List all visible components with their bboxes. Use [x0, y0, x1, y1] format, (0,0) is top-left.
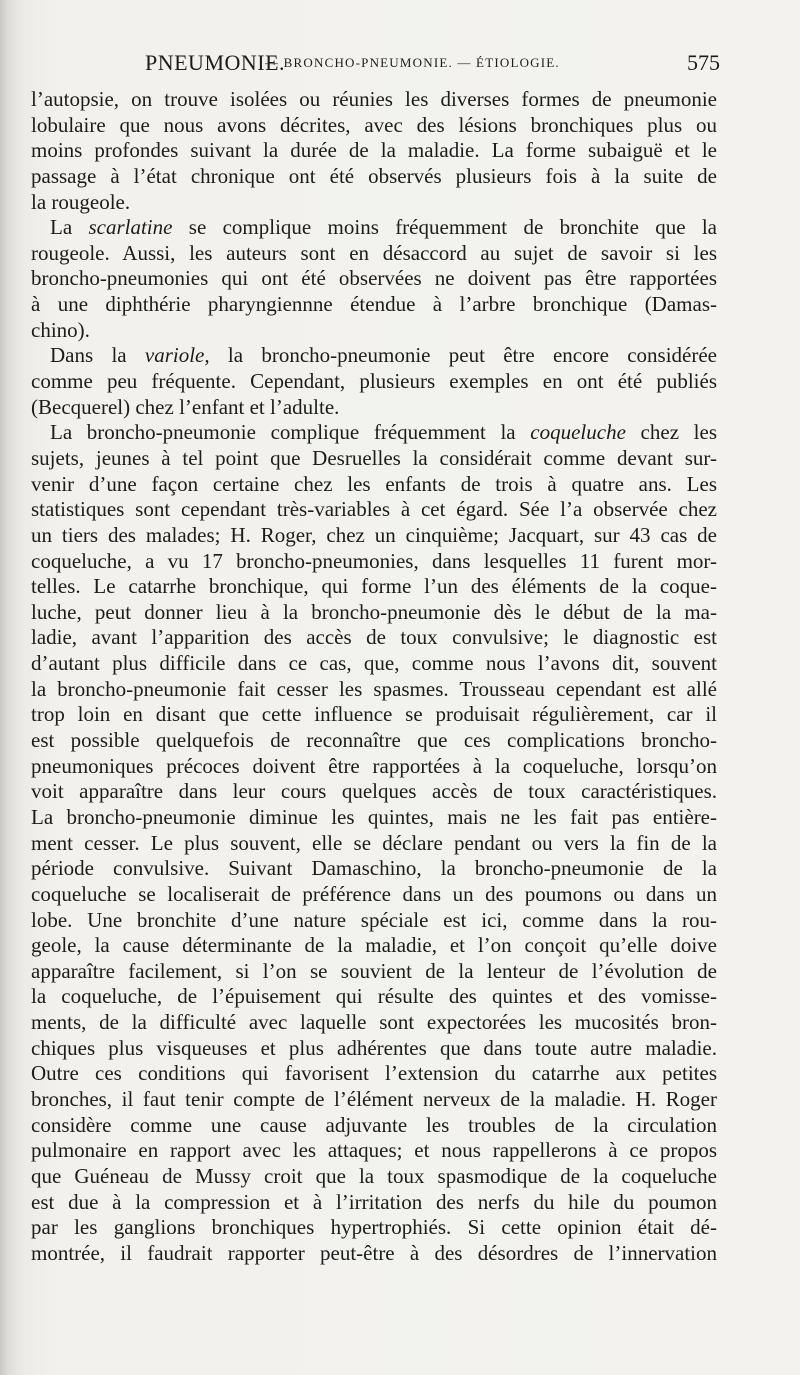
text-line	[31, 984, 717, 1010]
text-line	[31, 882, 717, 908]
text-line	[31, 702, 717, 728]
text-line	[31, 1087, 717, 1113]
text-line	[31, 318, 717, 344]
line-text: la broncho-pneumonie fait cesser les spasmes. Trousseau cependant est allé	[31, 676, 717, 701]
header-title: PNEUMONIE.	[145, 50, 286, 75]
text-line	[31, 523, 717, 549]
line-text: telles. Le catarrhe bronchique, qui forme l’un des éléments de la coque-	[31, 574, 717, 599]
text-line	[31, 1241, 717, 1267]
text-line	[31, 805, 717, 831]
text-line	[31, 1190, 717, 1216]
body-text	[31, 87, 717, 1266]
text-line	[31, 651, 717, 677]
line-text: lobe. Une bronchite d’une nature spéciale est ici, comme dans la rou-	[31, 907, 717, 932]
line-text: considère comme une cause adjuvante les troubles de la circulation	[31, 1112, 717, 1137]
text-line	[31, 266, 717, 292]
text-line	[31, 1061, 717, 1087]
italic-term: coqueluche	[530, 420, 626, 445]
line-text-before: La	[50, 215, 89, 240]
page-number: 575	[687, 50, 720, 75]
text-line	[31, 908, 717, 934]
line-text: trop loin en disant que cette influence se produisait régulièrement, car il	[31, 702, 717, 727]
line-text-before: Dans la	[50, 343, 145, 368]
text-line	[31, 1215, 717, 1241]
text-line	[31, 600, 717, 626]
line-text: coqueluche, a vu 17 broncho-pneumonies, dans lesquelles 11 furent mor-	[31, 548, 717, 573]
line-text: d’autant plus difficile dans ce cas, que, comme nous l’avons dit, souvent	[31, 651, 717, 676]
line-text: ladie, avant l’apparition des accès de toux convulsive; le diagnostic est	[31, 625, 717, 650]
text-line	[31, 420, 717, 446]
text-line	[31, 215, 717, 241]
line-text: l’autopsie, on trouve isolées ou réunies les diverses formes de pneumonie	[31, 87, 717, 111]
text-line	[31, 779, 717, 805]
text-line	[31, 856, 717, 882]
line-text-before: La broncho-pneumonie complique fréquemment la	[50, 420, 531, 445]
text-line	[31, 1036, 717, 1062]
text-line	[31, 574, 717, 600]
text-line	[31, 343, 717, 369]
line-text: est due à la compression et à l’irritation des nerfs du hile du poumon	[31, 1189, 717, 1214]
text-line	[31, 472, 717, 498]
line-text: (Becquerel) chez l’enfant et l’adulte.	[31, 394, 340, 419]
text-line	[31, 446, 717, 472]
text-line	[31, 728, 717, 754]
text-line	[31, 292, 717, 318]
line-text: bronches, il faut tenir compte de l’élément nerveux de la maladie. H. Roger	[31, 1086, 717, 1111]
line-text: est possible quelquefois de reconnaître que ces complications broncho-	[31, 728, 717, 753]
text-line	[31, 549, 717, 575]
line-text: broncho-pneumonies qui ont été observées ne doivent pas être rapportées	[31, 266, 717, 291]
text-line	[31, 497, 717, 523]
line-text: passage à l’état chronique ont été observés plusieurs fois à la suite de	[31, 163, 717, 188]
line-text: que Guéneau de Mussy croit que la toux spasmodique de la coqueluche	[31, 1163, 717, 1188]
line-text: pulmonaire en rapport avec les attaques; et nous rappellerons à ce propos	[31, 1138, 717, 1163]
line-text-after: la broncho-pneumonie peut être encore considérée	[209, 343, 717, 368]
line-text: voit apparaître dans leur cours quelques accès de toux caractéristiques.	[31, 779, 717, 804]
line-text: chino).	[31, 317, 90, 342]
line-text: lobulaire que nous avons décrites, avec des lésions bronchiques plus ou	[31, 112, 717, 137]
text-line	[31, 113, 717, 139]
line-text: statistiques sont cependant très-variables à cet égard. Sée l’a observée chez	[31, 497, 717, 522]
line-text: un tiers des malades; H. Roger, chez un cinquième; Jacquart, sur 43 cas de	[31, 522, 717, 547]
running-header	[145, 50, 720, 80]
line-text: ments, de la difficulté avec laquelle sont expectorées les mucosités bron-	[31, 1010, 717, 1035]
text-line	[31, 959, 717, 985]
text-line	[31, 1138, 717, 1164]
line-text: période convulsive. Suivant Damaschino, la broncho-pneumonie de la	[31, 856, 717, 881]
line-text: sujets, jeunes à tel point que Desruelles la considérait comme devant sur-	[31, 445, 717, 470]
text-line	[31, 138, 717, 164]
header-subtitle: — BRONCHO-PNEUMONIE. — ÉTIOLOGIE.	[265, 55, 560, 70]
text-line	[31, 933, 717, 959]
line-text: venir d’une façon certaine chez les enfants de trois à quatre ans. Les	[31, 471, 717, 496]
text-line	[31, 1113, 717, 1139]
text-line	[31, 395, 717, 421]
line-text: pneumoniques précoces doivent être rapportées à la coqueluche, lorsqu’on	[31, 753, 717, 778]
text-line	[31, 1164, 717, 1190]
line-text: Outre ces conditions qui favorisent l’extension du catarrhe aux petites	[31, 1061, 717, 1086]
text-line	[31, 190, 717, 216]
text-line	[31, 754, 717, 780]
text-line	[31, 241, 717, 267]
line-text: ment cesser. Le plus souvent, elle se déclare pendant ou vers la fin de la	[31, 830, 717, 855]
line-text-after: chez les	[625, 420, 717, 445]
line-text: La broncho-pneumonie diminue les quintes, mais ne les fait pas entière-	[31, 804, 717, 829]
line-text: la coqueluche, de l’épuisement qui résulte des quintes et des vomisse-	[31, 984, 717, 1009]
line-text: moins profondes suivant la durée de la maladie. La forme subaiguë et le	[31, 138, 717, 163]
line-text: chiques plus visqueuses et plus adhérentes que dans toute autre maladie.	[31, 1035, 717, 1060]
line-text: apparaître facilement, si l’on se souvient de la lenteur de l’évolution de	[31, 958, 717, 983]
line-text: geole, la cause déterminante de la maladie, et l’on conçoit qu’elle doive	[31, 933, 717, 958]
line-text: coqueluche se localiserait de préférence dans un des poumons ou dans un	[31, 881, 717, 906]
text-line	[31, 625, 717, 651]
line-text: la rougeole.	[31, 189, 131, 214]
line-text: comme peu fréquente. Cependant, plusieurs exemples en ont été publiés	[31, 369, 717, 394]
text-line	[31, 677, 717, 703]
line-text: à une diphthérie pharyngiennne étendue à l’arbre bronchique (Damas-	[31, 292, 717, 317]
line-text: rougeole. Aussi, les auteurs sont en désaccord au sujet de savoir si les	[31, 240, 717, 265]
text-line	[31, 1010, 717, 1036]
text-line	[31, 164, 717, 190]
italic-term: scarlatine	[88, 215, 173, 240]
text-line	[31, 87, 717, 113]
text-line	[31, 831, 717, 857]
line-text: luche, peut donner lieu à la broncho-pneumonie dès le début de la ma-	[31, 599, 717, 624]
line-text: montrée, il faudrait rapporter peut-être à des désordres de l’innervation	[31, 1240, 717, 1265]
line-text: par les ganglions bronchiques hypertrophiés. Si cette opinion était dé-	[31, 1215, 717, 1240]
text-line	[31, 369, 717, 395]
italic-term: variole,	[144, 343, 210, 368]
line-text-after: se complique moins fréquemment de bronchite que la	[172, 215, 717, 240]
